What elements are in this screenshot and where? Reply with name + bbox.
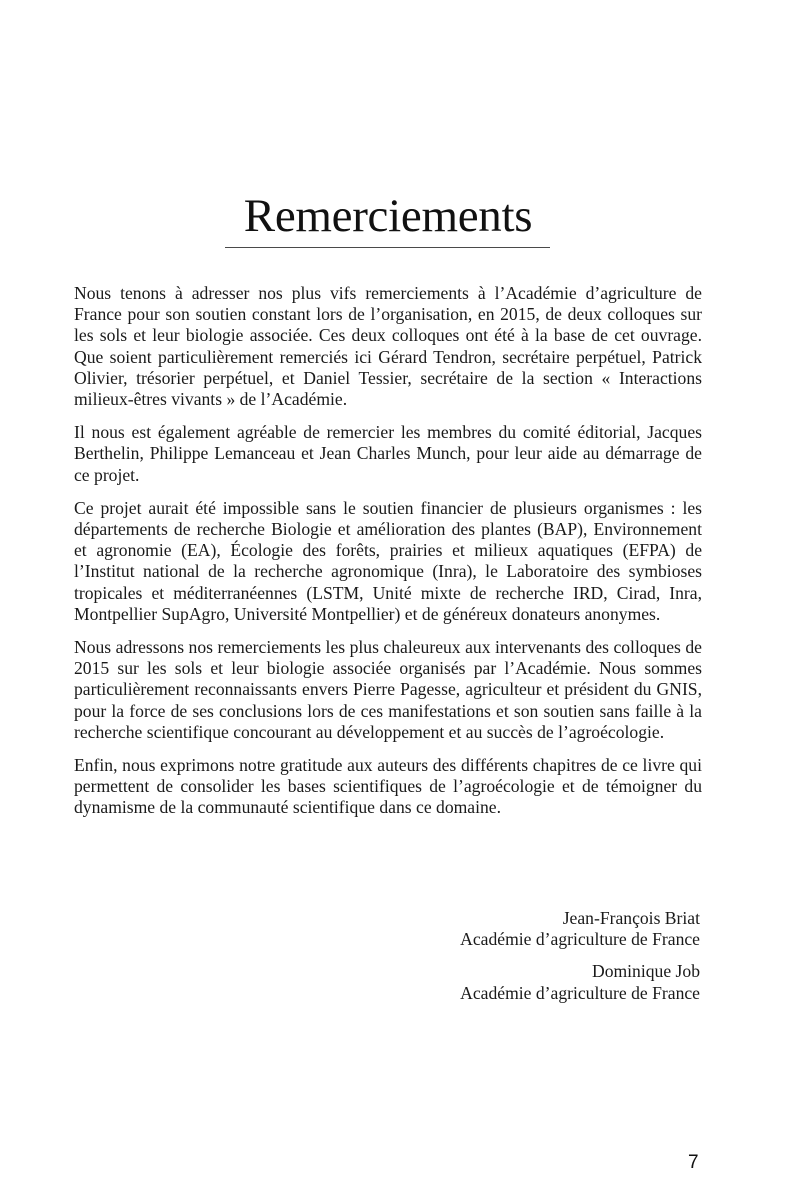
paragraph-academie: Nous tenons à adresser nos plus vifs remerciements à l’Académie d’agriculture de France pour son soutien constant lors de l’organisation, en 2015, de deux colloques sur les sols et leur biologie associée. Ces deux colloques ont été à la base de cet ouvrage. Que soient particulièrement remerciés ici Gérard Tendron, secrétaire perpétuel, Patrick Olivier, trésorier perpétuel, et Daniel Tessier, secrétaire de la section « Interactions milieux-êtres vivants » de l’Académie. bbox=[74, 283, 702, 410]
page-title: Remerciements bbox=[243, 190, 533, 242]
title-underline-rule bbox=[225, 247, 550, 248]
page-number: 7 bbox=[688, 1152, 699, 1173]
signature-block bbox=[460, 961, 700, 1003]
paragraph-funding: Ce projet aurait été impossible sans le soutien financier de plusieurs organismes : les départements de recherche Biologie et amélioration des plantes (BAP), Environnement et agronomie (EA), Écologie des forêts, prairies et milieux aquatiques (EFPA) de l’Institut national de la recherche agronomique (Inra), le Laboratoire des symbioses tropicales et méditerranéennes (LSTM, Unité mixte de recherche IRD, Cirad, Inra, Montpellier SupAgro, Université Montpellier) et de généreux donateurs anonymes. bbox=[74, 497, 702, 624]
signature-affiliation: Académie d’agriculture de France bbox=[460, 929, 700, 950]
signatures bbox=[460, 908, 700, 1015]
paragraph-editorial-committee: Il nous est également agréable de remercier les membres du comité éditorial, Jacques Berthelin, Philippe Lemanceau et Jean Charles Munch, pour leur aide au démarrage de ce projet. bbox=[74, 422, 702, 485]
paragraph-authors: Enfin, nous exprimons notre gratitude aux auteurs des différents chapitres de ce livre qui permettent de consolider les bases scientifiques de l’agroécologie et de témoigner du dynamisme de la communauté scientifique dans ce domaine. bbox=[74, 755, 702, 818]
signature-block bbox=[460, 908, 700, 950]
paragraph-speakers: Nous adressons nos remerciements les plus chaleureux aux intervenants des colloques de 2015 sur les sols et leur biologie associée organisés par l’Académie. Nous sommes particulièrement reconnaissants envers Pierre Pagesse, agriculteur et président du GNIS, pour la force de ses conclusions lors de ces manifestations et son soutien sans faille à la recherche scientifique concourant au développement et au succès de l’agroécologie. bbox=[74, 637, 702, 742]
signature-name: Jean-François Briat bbox=[562, 908, 700, 928]
signature-name: Dominique Job bbox=[591, 961, 700, 982]
acknowledgements-body bbox=[74, 283, 702, 831]
signature-affiliation: Académie d’agriculture de France bbox=[460, 982, 700, 1003]
